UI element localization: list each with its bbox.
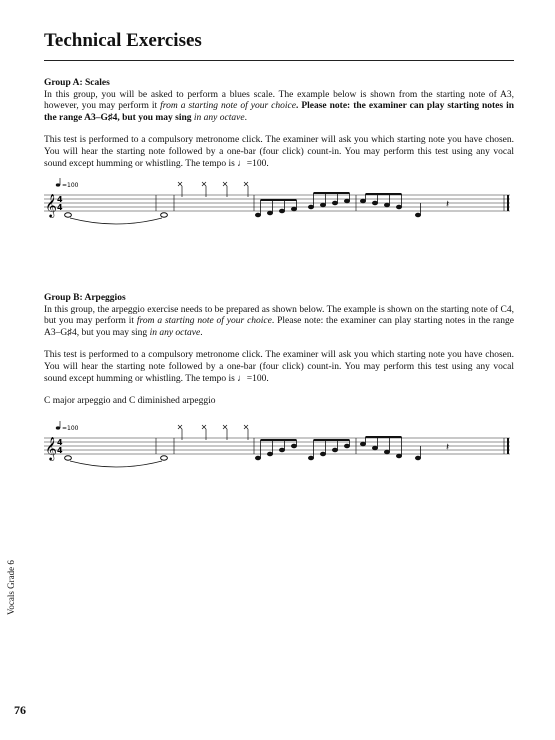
group-b-heading: Group B: Arpeggios — [44, 293, 126, 303]
staff-lines — [44, 195, 510, 211]
side-label: Vocals Grade 6 — [6, 560, 16, 615]
group-a-paragraph-2 — [44, 135, 514, 170]
quarter-note-icon: ♩ — [237, 158, 247, 169]
text-run: . — [244, 112, 247, 123]
svg-text:=100: =100 — [62, 425, 79, 432]
group-a-paragraph-1 — [44, 90, 514, 125]
tempo-mark — [56, 178, 79, 189]
svg-text:=100: =100 — [62, 182, 79, 189]
quarter-rest-icon: 𝄽 — [446, 199, 450, 210]
text-run: =100. — [246, 373, 269, 384]
quarter-note-icon: ♩ — [237, 373, 247, 384]
notes-bar-3 — [255, 193, 349, 217]
title-divider — [44, 60, 514, 61]
time-sig-top: 4 — [57, 195, 63, 204]
text-run: . — [200, 327, 203, 338]
group-a-section — [44, 78, 514, 181]
tie — [70, 218, 162, 224]
text-run: This test is performed to a compulsory metronome click. The examiner will ask you which starting note you have chosen. You will hear the starting note followed by a one-bar (four click) count-in. You may perform this test using any vocal sound except humming or whistling. The tempo is — [44, 350, 514, 384]
italic-run: from a starting note of your choice — [160, 101, 296, 112]
text-run: =100. — [246, 158, 269, 169]
italic-run: in any octave — [193, 112, 245, 123]
text-run: In this group, you will be asked to perform a blues scale. The example below is shown from the starting note of A3, however, you may perform it — [44, 89, 514, 112]
time-sig-bottom: 4 — [57, 203, 63, 212]
tempo-mark — [56, 421, 79, 432]
tie — [70, 461, 162, 467]
notes-bar-4 — [360, 437, 420, 460]
group-b-section — [44, 293, 514, 396]
page-title: Technical Exercises — [44, 30, 202, 51]
whole-note — [65, 456, 72, 460]
arpeggio-caption: C major arpeggio and C diminished arpeggio — [44, 396, 216, 406]
whole-note — [161, 456, 168, 460]
treble-clef-icon: 𝄞 — [45, 436, 57, 460]
treble-clef-icon: 𝄞 — [45, 193, 57, 217]
italic-run: from a starting note of your choice — [136, 316, 272, 327]
quarter-rest-icon: 𝄽 — [446, 442, 450, 453]
group-a-notation — [38, 175, 518, 245]
group-a-heading: Group A: Scales — [44, 78, 110, 88]
text-run: . Please note: the examiner can play starting notes in the range A3–G♯4, but you may sing — [44, 316, 514, 338]
whole-note — [65, 213, 72, 217]
group-b-paragraph-1 — [44, 305, 514, 340]
text-run: This test is performed to a compulsory metronome click. The examiner will ask you which starting note you have chosen. You will hear the starting note followed by a one-bar (four click) count-in. You may perform this test using any vocal sound except humming or whistling. The tempo is — [44, 135, 514, 169]
time-sig-bottom: 4 — [57, 446, 63, 455]
group-b-paragraph-2 — [44, 350, 514, 385]
notes-bar-4 — [360, 194, 420, 217]
text-run: . Please note: the examiner can play starting notes in the range A3–G♯4, but you may sing — [44, 101, 514, 123]
time-sig-top: 4 — [57, 438, 63, 447]
italic-run: in any octave — [149, 327, 201, 338]
group-b-notation — [38, 418, 518, 488]
whole-note — [161, 213, 168, 217]
page-number: 76 — [14, 703, 26, 717]
text-run: In this group, the arpeggio exercise needs to be prepared as shown below. The example is shown on the starting note of C4, but you may perform it — [44, 304, 514, 327]
